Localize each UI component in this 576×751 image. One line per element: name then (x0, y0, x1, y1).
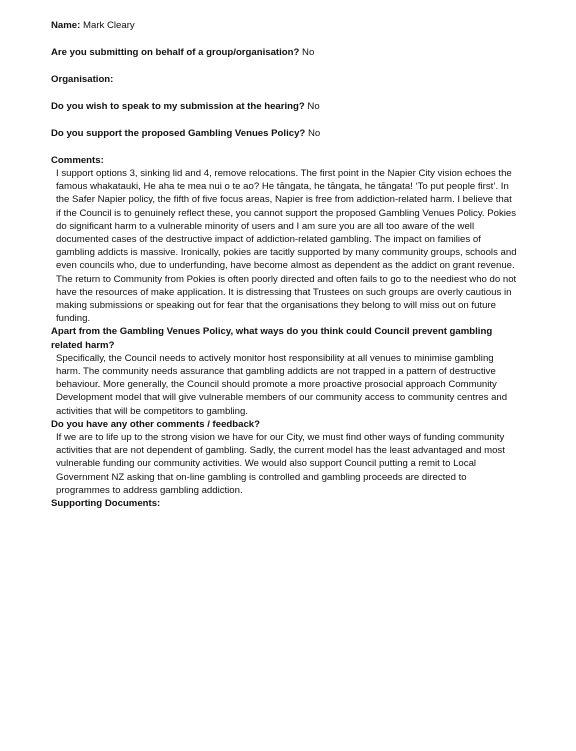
organisation-row (51, 73, 521, 86)
name-row (51, 19, 521, 32)
name-label: Name: (51, 20, 81, 31)
docs-heading: Supporting Documents: (51, 498, 161, 510)
name-value: Mark Cleary (83, 20, 135, 31)
group-value: No (302, 47, 315, 58)
other-text: If we are to life up to the strong vision we have for our City, we must find other ways of funding community activities that are not dependent of gambling. Sadly, the current model has the least advantaged and most vulnerable funding our community activities. We would also support Council putting a remit to Local Government NZ asking that on-line gambling is controlled and gambling proceeds are directed to programmes to address gambling addiction. (56, 432, 505, 496)
submission-form (51, 19, 521, 510)
organisation-label: Organisation: (51, 74, 114, 85)
speak-row (51, 100, 521, 113)
support-label: Do you support the proposed Gambling Venues Policy? (51, 128, 306, 139)
prevent-heading: Apart from the Gambling Venues Policy, what ways do you think could Council prevent gambling related harm? (51, 326, 493, 351)
comments-text: I support options 3, sinking lid and 4, remove relocations. The first point in the Napier City vision echoes the famous whakatauki, He aha te mea nui o te ao? He tāngata, he tāngata, he tāngata! ‘To put people first’. In the Safer Napier policy, the fifth of five focus areas, Napier is free from addiction-related harm. I believe that if the Council is to genuinely reflect these, you cannot support the proposed Gambling Venues Policy. Pokies do significant harm to a vulnerable minority of users and I am sure you are all too aware of the well documented cases of the destructive impact of addiction-related gambling. The impact on families of gambling addicts is massive. Ironically, pokies are tacitly supported by many community groups, schools and even councils who, due to underfunding, have become almost as dependent as the addict on grant revenue. The return to Community from Pokies is often poorly directed and often fails to go to the neediest who do not have the resources of make application. It is distressing that Trustees on such groups are overly cautious in making submissions or speaking out for fear that the organisations they belong to will miss out on future funding. (56, 168, 517, 325)
other-heading: Do you have any other comments / feedback? (51, 418, 260, 430)
support-value: No (307, 128, 321, 139)
support-row (51, 127, 521, 140)
prevent-text: Specifically, the Council needs to actively monitor host responsibility at all venues to minimise gambling harm. The community needs assurance that gambling addicts are not trapped in a pattern of destructive behaviour. More generally, the Council should promote a more proactive prosocial approach Community Development model that will give vulnerable members of our community access to community centres and activities that will be competitors to gambling. (56, 352, 508, 417)
comments-label: Comments: (51, 155, 104, 166)
speak-value: No (307, 101, 320, 112)
group-label: Are you submitting on behalf of a group/organisation? (51, 47, 300, 58)
comments-heading (51, 154, 521, 167)
group-row (51, 46, 521, 59)
speak-label: Do you wish to speak to my submission at the hearing? (51, 101, 305, 112)
